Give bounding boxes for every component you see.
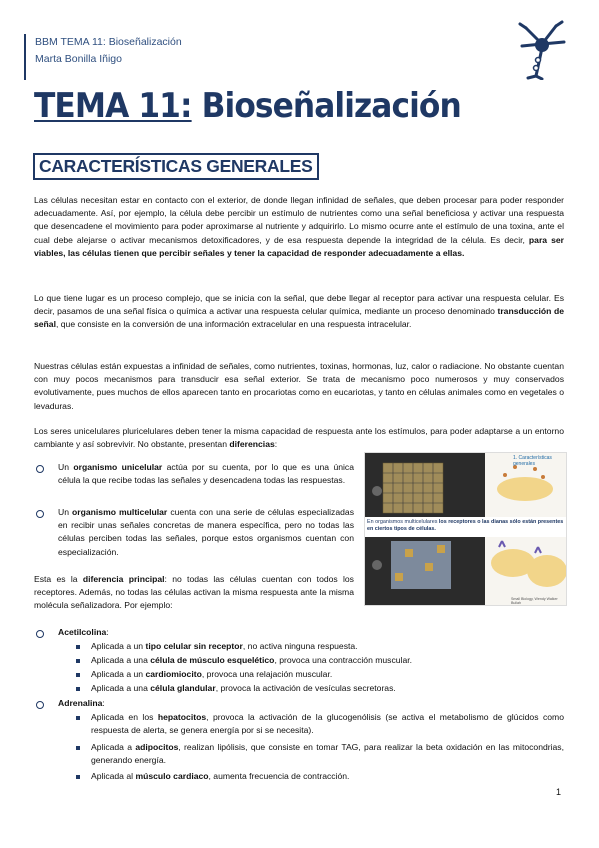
running-header: [24, 34, 182, 80]
bullet-square-icon: [76, 746, 80, 750]
header-course: BBM TEMA 11: Bioseñalización: [35, 36, 182, 48]
bullet-square-icon: [76, 645, 80, 649]
figure-caption: En organismos multicelulares los receptores o las dianas sólo están presentes en ciertos tipos de células.: [367, 519, 564, 532]
ach-item: Aplicada a una célula glandular, provoca la activación de vesículas secretoras.: [91, 683, 396, 693]
figure-cell-receptors: [364, 452, 567, 606]
section-heading: CARACTERÍSTICAS GENERALES: [33, 153, 319, 180]
ach-item: Aplicada a una célula de músculo esquelético, provoca una contracción muscular.: [91, 655, 413, 665]
page-title: TEMA 11: Bioseñalización: [34, 86, 461, 126]
ach-item: Aplicada a un cardiomiocito, provoca una relajación muscular.: [91, 669, 333, 679]
bullet-unicellular: Un organismo unicelular actúa por su cuenta, por lo que es una única célula la que recibe todas las señales y desencadena todas las respuestas.: [58, 462, 354, 486]
ach-item: Aplicada a un tipo celular sin receptor, no activa ninguna respuesta.: [91, 641, 358, 651]
page-number: 1: [556, 787, 562, 797]
bullet-circle-icon: [36, 701, 44, 709]
figure-heading: 1. Características generales: [513, 455, 552, 467]
adr-item: Aplicada al músculo cardiaco, aumenta frecuencia de contracción.: [91, 771, 350, 781]
paragraph-4: Los seres unicelulares pluricelulares deben tener la misma capacidad de respuesta ante los estímulos, para poder adaptarse a un entorno cambiante y así sobrevivir. No obstante, presentan diferencias:: [34, 426, 564, 450]
paragraph-1: Las células necesitan estar en contacto con el exterior, de donde llegan infinidad de señales, que deben procesar para poder responder adecuadamente. Así, por ejemplo, la célula debe percibir un estímulo de nutrientes como una señal beneficiosa y activar una respuesta que desencadene el movimiento para poder aproximarse al nutriente y adquirirlo. Lo mismo ocurre ante el estímulo de una toxina, ante el cual debe alejarse o activar mecanismos detoxificadores, y de esa respuesta depende la integridad de la célula. Es decir, para ser viables, las células tienen que percibir señales y tener la capacidad de responder adecuadamente a ellas.: [34, 195, 564, 258]
bullet-multicellular: Un organismo multicelular cuenta con una serie de células especializadas en recibir unas señales concretas de manera específica, pero no todas las células perciben todas las señales, porque estos organismos cuentan con especialización.: [58, 507, 354, 557]
adr-item: Aplicada a adipocitos, realizan lipólisis, que consiste en tomar TAG, para realizar la beta oxidación en las mitocondrias, generando energía.: [91, 742, 564, 766]
ach-label: Acetilcolina:: [58, 627, 109, 637]
bullet-circle-icon: [36, 465, 44, 473]
figure-credit: Small Biology, Wendy Walker Bullah: [511, 597, 558, 605]
adr-label: Adrenalina:: [58, 698, 105, 708]
bullet-square-icon: [76, 775, 80, 779]
header-author: Marta Bonilla Iñigo: [35, 53, 122, 65]
neuron-logo-icon: [516, 20, 568, 80]
paragraph-2: Lo que tiene lugar es un proceso complejo, que se inicia con la señal, que debe llegar al receptor para activar una respuesta celular. Es decir, pasamos de una señal física o química a activar una respuesta celular química, mediante un proceso denominado transducción de señal, que consiste en la conversión de una información extracelular en una respuesta intracelular.: [34, 293, 565, 330]
adr-item: Aplicada en los hepatocitos, provoca la activación de la glucogenólisis (se activa el metabolismo de glúcidos como respuesta de alerta, se genera energía por si se necesita).: [91, 712, 564, 736]
bullet-circle-icon: [36, 630, 44, 638]
bullet-square-icon: [76, 687, 80, 691]
bullet-circle-icon: [36, 510, 44, 518]
paragraph-5: Esta es la diferencia principal: no todas las células cuentan con todos los receptores. Además, no todas las células activan la misma respuesta ante la misma molécula señalizadora. Por ejemplo:: [34, 574, 354, 611]
bullet-square-icon: [76, 673, 80, 677]
bullet-square-icon: [76, 659, 80, 663]
bullet-square-icon: [76, 716, 80, 720]
paragraph-3: Nuestras células están expuestas a infinidad de señales, como nutrientes, toxinas, hormonas, luz, calor o radiacione. No obstante cuentan con muy pocos mecanismos para transducir esa señal exterior. Se trata de mecanismo poco numerosos y muy conservados evolutivamente, pues muchos de ellos aparecen tanto en procariotas como en eucariotas, y tanto en células animales como en vegetales o levaduras.: [34, 361, 564, 411]
